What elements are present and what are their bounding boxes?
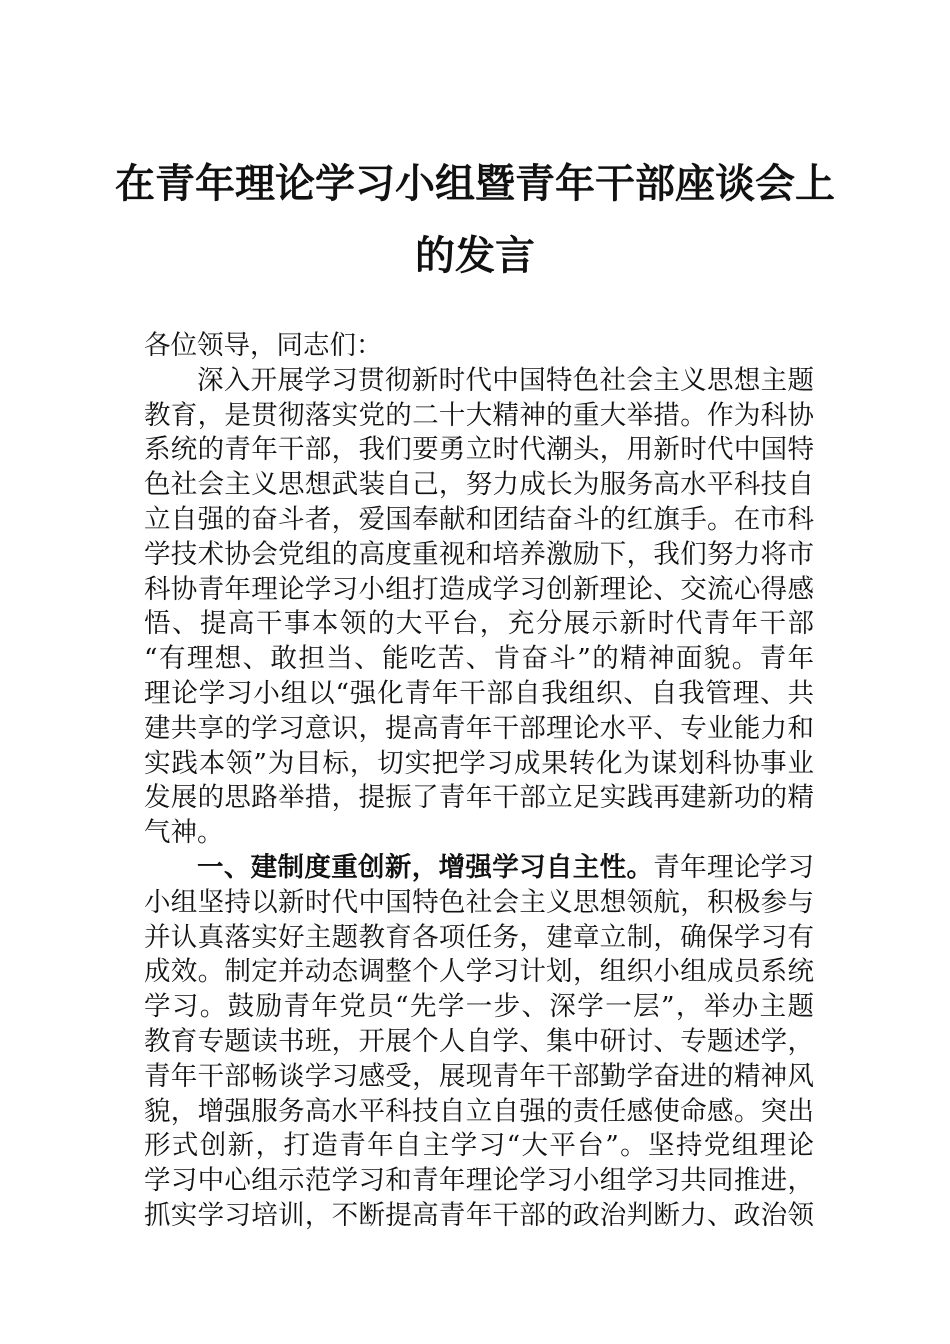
section-1-line: 成效。制定并动态调整个人学习计划，组织小组成员系统 xyxy=(144,956,814,988)
paragraph-1-line: 实践本领”为目标，切实把学习成果转化为谋划科协事业 xyxy=(144,747,814,779)
paragraph-1-line: 系统的青年干部，我们要勇立时代潮头，用新时代中国特 xyxy=(144,434,814,466)
paragraph-1-line: 科协青年理论学习小组打造成学习创新理论、交流心得感 xyxy=(144,573,814,605)
section-1-line: 并认真落实好主题教育各项任务，建章立制，确保学习有 xyxy=(144,921,814,953)
section-1-first-line xyxy=(144,851,814,886)
section-1-line: 青年干部畅谈学习感受，展现青年干部勤学奋进的精神风 xyxy=(144,1060,814,1092)
paragraph-1-line: 气神。 xyxy=(144,817,224,849)
paragraph-1-line: “有理想、敢担当、能吃苦、肯奋斗”的精神面貌。青年 xyxy=(144,643,814,675)
paragraph-1-line: 发展的思路举措，提振了青年干部立足实践再建新功的精 xyxy=(144,782,814,814)
document-title-line-2: 的发言 xyxy=(415,232,535,279)
paragraph-1-line: 悟、提高干事本领的大平台，充分展示新时代青年干部 xyxy=(144,608,814,640)
section-1-line: 学习中心组示范学习和青年理论学习小组学习共同推进， xyxy=(144,1165,814,1197)
section-1-line: 小组坚持以新时代中国特色社会主义思想领航，积极参与 xyxy=(144,886,814,918)
section-1-line: 貌，增强服务高水平科技自立自强的责任感使命感。突出 xyxy=(144,1095,814,1127)
paragraph-1-line: 色社会主义思想武装自己，努力成长为服务高水平科技自 xyxy=(144,469,814,501)
paragraph-1-line: 深入开展学习贯彻新时代中国特色社会主义思想主题 xyxy=(197,364,814,396)
paragraph-1-line: 建共享的学习意识，提高青年干部理论水平、专业能力和 xyxy=(144,712,814,744)
paragraph-1-line: 学技术协会党组的高度重视和培养激励下，我们努力将市 xyxy=(144,538,814,570)
section-1-line: 学习。鼓励青年党员“先学一步、深学一层”，举办主题 xyxy=(144,991,814,1023)
paragraph-1-line: 教育，是贯彻落实党的二十大精神的重大举措。作为科协 xyxy=(144,399,814,431)
section-1-line: 形式创新，打造青年自主学习“大平台”。坚持党组理论 xyxy=(144,1130,814,1162)
paragraph-1-line: 理论学习小组以“强化青年干部自我组织、自我管理、共 xyxy=(144,677,814,709)
section-1-first-line-text: 青年理论学习 xyxy=(653,851,815,883)
document-body xyxy=(144,329,814,1234)
salutation: 各位领导，同志们： xyxy=(144,330,383,361)
section-1-heading: 一、建制度重创新，增强学习自主性。 xyxy=(197,851,654,883)
document-title-line-1: 在青年理论学习小组暨青年干部座谈会上 xyxy=(115,160,835,207)
paragraph-1-line: 立自强的奋斗者，爱国奉献和团结奋斗的红旗手。在市科 xyxy=(144,503,814,535)
section-1-line: 抓实学习培训，不断提高青年干部的政治判断力、政治领 xyxy=(144,1199,814,1231)
section-1-line: 教育专题读书班，开展个人自学、集中研讨、专题述学， xyxy=(144,1025,814,1057)
